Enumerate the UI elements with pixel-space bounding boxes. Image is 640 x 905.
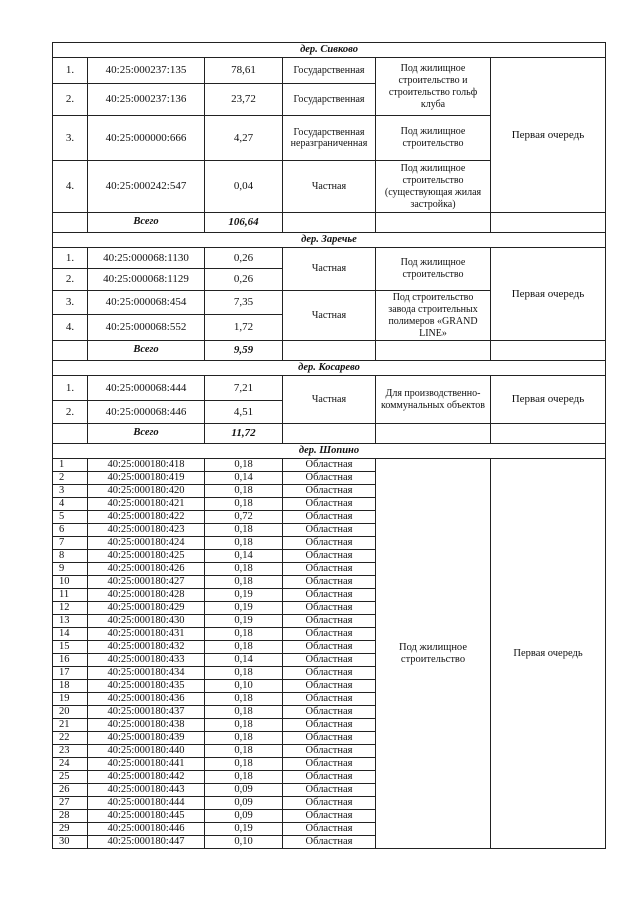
cadastral-number: 40:25:000180:427: [88, 576, 205, 589]
area-value: 0,10: [205, 680, 283, 693]
cadastral-number: 40:25:000068:552: [88, 315, 205, 341]
row-number: 22: [53, 732, 88, 745]
cadastral-number: 40:25:000180:432: [88, 641, 205, 654]
area-value: 0,18: [205, 459, 283, 472]
section-header-sivkovo: [53, 43, 606, 58]
row-number: 4.: [53, 161, 88, 213]
ownership: Областная: [283, 602, 376, 615]
table-row: [53, 459, 606, 472]
row-number: 26: [53, 784, 88, 797]
row-number: 1.: [53, 248, 88, 269]
row-number: 27: [53, 797, 88, 810]
queue: Первая очередь: [491, 376, 606, 424]
cadastral-number: 40:25:000180:423: [88, 524, 205, 537]
area-value: 0,19: [205, 615, 283, 628]
row-number: 5: [53, 511, 88, 524]
row-number: 2: [53, 472, 88, 485]
ownership: Областная: [283, 459, 376, 472]
total-value: 11,72: [205, 424, 283, 444]
area-value: 7,35: [205, 291, 283, 315]
cadastral-number: 40:25:000180:422: [88, 511, 205, 524]
cadastral-number: 40:25:000180:420: [88, 485, 205, 498]
cadastral-number: 40:25:000180:439: [88, 732, 205, 745]
area-value: 0,14: [205, 654, 283, 667]
cadastral-number: 40:25:000180:437: [88, 706, 205, 719]
purpose: Под жилищное строительство: [376, 459, 491, 849]
cadastral-number: 40:25:000180:430: [88, 615, 205, 628]
ownership: Областная: [283, 628, 376, 641]
section-header-shopino: [53, 444, 606, 459]
ownership: Государственная: [283, 58, 376, 84]
row-number: 2.: [53, 401, 88, 424]
table-row: [53, 248, 606, 269]
ownership: Областная: [283, 472, 376, 485]
total-label: Всего: [88, 341, 205, 361]
cadastral-number: 40:25:000180:442: [88, 771, 205, 784]
total-value: 106,64: [205, 213, 283, 233]
cadastral-number: 40:25:000180:445: [88, 810, 205, 823]
ownership: Областная: [283, 680, 376, 693]
row-number: 3.: [53, 291, 88, 315]
ownership: Частная: [283, 376, 376, 424]
ownership: Областная: [283, 641, 376, 654]
section-title: дер. Заречье: [53, 233, 606, 248]
cadastral-number: 40:25:000068:1130: [88, 248, 205, 269]
cadastral-number: 40:25:000180:428: [88, 589, 205, 602]
cadastral-number: 40:25:000180:446: [88, 823, 205, 836]
cadastral-number: 40:25:000242:547: [88, 161, 205, 213]
ownership: Государственная неразграниченная: [283, 116, 376, 161]
area-value: 0,19: [205, 823, 283, 836]
section-header-kosarevo: [53, 361, 606, 376]
row-number: 21: [53, 719, 88, 732]
ownership: Областная: [283, 693, 376, 706]
ownership: Областная: [283, 550, 376, 563]
cadastral-number: 40:25:000180:441: [88, 758, 205, 771]
ownership: Областная: [283, 485, 376, 498]
row-number: 24: [53, 758, 88, 771]
ownership: Государственная: [283, 84, 376, 116]
cadastral-number: 40:25:000180:444: [88, 797, 205, 810]
row-number: 3: [53, 485, 88, 498]
cadastral-number: 40:25:000180:434: [88, 667, 205, 680]
row-number: 16: [53, 654, 88, 667]
ownership: Областная: [283, 823, 376, 836]
row-number: 2.: [53, 269, 88, 291]
cadastral-number: 40:25:000068:1129: [88, 269, 205, 291]
cadastral-number: 40:25:000180:436: [88, 693, 205, 706]
row-number: 6: [53, 524, 88, 537]
ownership: Областная: [283, 758, 376, 771]
row-number: 19: [53, 693, 88, 706]
row-number: 3.: [53, 116, 88, 161]
ownership: Областная: [283, 732, 376, 745]
area-value: 0,19: [205, 602, 283, 615]
ownership: Областная: [283, 745, 376, 758]
row-number: 14: [53, 628, 88, 641]
cadastral-number: 40:25:000000:666: [88, 116, 205, 161]
cadastral-number: 40:25:000180:419: [88, 472, 205, 485]
row-number: 2.: [53, 84, 88, 116]
ownership: Областная: [283, 498, 376, 511]
total-value: 9,59: [205, 341, 283, 361]
area-value: 0,18: [205, 576, 283, 589]
area-value: 1,72: [205, 315, 283, 341]
queue: Первая очередь: [491, 248, 606, 341]
row-number: 15: [53, 641, 88, 654]
cadastral-number: 40:25:000180:435: [88, 680, 205, 693]
row-number: 9: [53, 563, 88, 576]
section-title: дер. Сивково: [53, 43, 606, 58]
cadastral-number: 40:25:000180:440: [88, 745, 205, 758]
cadastral-number: 40:25:000180:438: [88, 719, 205, 732]
ownership: Областная: [283, 667, 376, 680]
area-value: 0,18: [205, 693, 283, 706]
area-value: 0,26: [205, 248, 283, 269]
area-value: 0,18: [205, 719, 283, 732]
ownership: Областная: [283, 537, 376, 550]
section-title: дер. Косарево: [53, 361, 606, 376]
area-value: 0,18: [205, 745, 283, 758]
area-value: 0,18: [205, 732, 283, 745]
purpose: Под строительство завода строительных полимеров «GRAND LINE»: [376, 291, 491, 341]
area-value: 7,21: [205, 376, 283, 401]
purpose: Под жилищное строительство: [376, 248, 491, 291]
area-value: 78,61: [205, 58, 283, 84]
area-value: 0,18: [205, 537, 283, 550]
section-header-zarechye: [53, 233, 606, 248]
ownership: Областная: [283, 654, 376, 667]
row-number: 18: [53, 680, 88, 693]
purpose: Под жилищное строительство: [376, 116, 491, 161]
area-value: 0,19: [205, 589, 283, 602]
cadastral-number: 40:25:000068:444: [88, 376, 205, 401]
area-value: 0,72: [205, 511, 283, 524]
area-value: 0,18: [205, 563, 283, 576]
area-value: 0,18: [205, 485, 283, 498]
row-number: 7: [53, 537, 88, 550]
row-number: 29: [53, 823, 88, 836]
area-value: 0,14: [205, 550, 283, 563]
area-value: 0,18: [205, 758, 283, 771]
row-number: 10: [53, 576, 88, 589]
ownership: Областная: [283, 719, 376, 732]
area-value: 0,14: [205, 472, 283, 485]
row-number: 12: [53, 602, 88, 615]
area-value: 4,27: [205, 116, 283, 161]
ownership: Областная: [283, 576, 376, 589]
area-value: 23,72: [205, 84, 283, 116]
cadastral-number: 40:25:000180:433: [88, 654, 205, 667]
cadastral-number: 40:25:000180:443: [88, 784, 205, 797]
area-value: 0,09: [205, 797, 283, 810]
total-row: [53, 424, 606, 444]
cadastral-number: 40:25:000180:429: [88, 602, 205, 615]
ownership: Областная: [283, 797, 376, 810]
ownership: Частная: [283, 248, 376, 291]
cadastral-number: 40:25:000180:425: [88, 550, 205, 563]
queue: Первая очередь: [491, 58, 606, 213]
table-row: [53, 376, 606, 401]
purpose: Под жилищное строительство (существующая жилая застройка): [376, 161, 491, 213]
cadastral-number: 40:25:000180:426: [88, 563, 205, 576]
area-value: 0,26: [205, 269, 283, 291]
row-number: 1.: [53, 58, 88, 84]
area-value: 0,09: [205, 784, 283, 797]
area-value: 0,18: [205, 706, 283, 719]
area-value: 0,18: [205, 524, 283, 537]
row-number: 11: [53, 589, 88, 602]
row-number: 4.: [53, 315, 88, 341]
ownership: Областная: [283, 563, 376, 576]
area-value: 0,18: [205, 628, 283, 641]
row-number: 28: [53, 810, 88, 823]
ownership: Областная: [283, 589, 376, 602]
total-label: Всего: [88, 213, 205, 233]
cadastral-number: 40:25:000068:446: [88, 401, 205, 424]
cadastral-number: 40:25:000180:431: [88, 628, 205, 641]
area-value: 0,18: [205, 641, 283, 654]
ownership: Областная: [283, 706, 376, 719]
ownership: Частная: [283, 161, 376, 213]
cadastral-number: 40:25:000237:135: [88, 58, 205, 84]
area-value: 0,10: [205, 836, 283, 849]
ownership: Областная: [283, 511, 376, 524]
ownership: Областная: [283, 524, 376, 537]
ownership: Частная: [283, 291, 376, 341]
purpose: Для производственно-коммунальных объектов: [376, 376, 491, 424]
row-number: 17: [53, 667, 88, 680]
row-number: 25: [53, 771, 88, 784]
cadastral-number: 40:25:000180:421: [88, 498, 205, 511]
ownership: Областная: [283, 771, 376, 784]
total-row: [53, 341, 606, 361]
purpose: Под жилищное строительство и строительство гольф клуба: [376, 58, 491, 116]
row-number: 1: [53, 459, 88, 472]
ownership: Областная: [283, 836, 376, 849]
row-number: 4: [53, 498, 88, 511]
row-number: 8: [53, 550, 88, 563]
cadastral-number: 40:25:000180:418: [88, 459, 205, 472]
row-number: 30: [53, 836, 88, 849]
area-value: 0,18: [205, 771, 283, 784]
cadastral-number: 40:25:000237:136: [88, 84, 205, 116]
queue: Первая очередь: [491, 459, 606, 849]
row-number: 23: [53, 745, 88, 758]
row-number: 1.: [53, 376, 88, 401]
row-number: 13: [53, 615, 88, 628]
section-title: дер. Шопино: [53, 444, 606, 459]
ownership: Областная: [283, 784, 376, 797]
total-row: [53, 213, 606, 233]
area-value: 0,18: [205, 498, 283, 511]
area-value: 0,18: [205, 667, 283, 680]
row-number: 20: [53, 706, 88, 719]
total-label: Всего: [88, 424, 205, 444]
ownership: Областная: [283, 615, 376, 628]
ownership: Областная: [283, 810, 376, 823]
land-plots-table: [52, 42, 606, 849]
area-value: 0,04: [205, 161, 283, 213]
table-row: [53, 58, 606, 84]
cadastral-number: 40:25:000180:447: [88, 836, 205, 849]
area-value: 4,51: [205, 401, 283, 424]
cadastral-number: 40:25:000068:454: [88, 291, 205, 315]
cadastral-number: 40:25:000180:424: [88, 537, 205, 550]
area-value: 0,09: [205, 810, 283, 823]
